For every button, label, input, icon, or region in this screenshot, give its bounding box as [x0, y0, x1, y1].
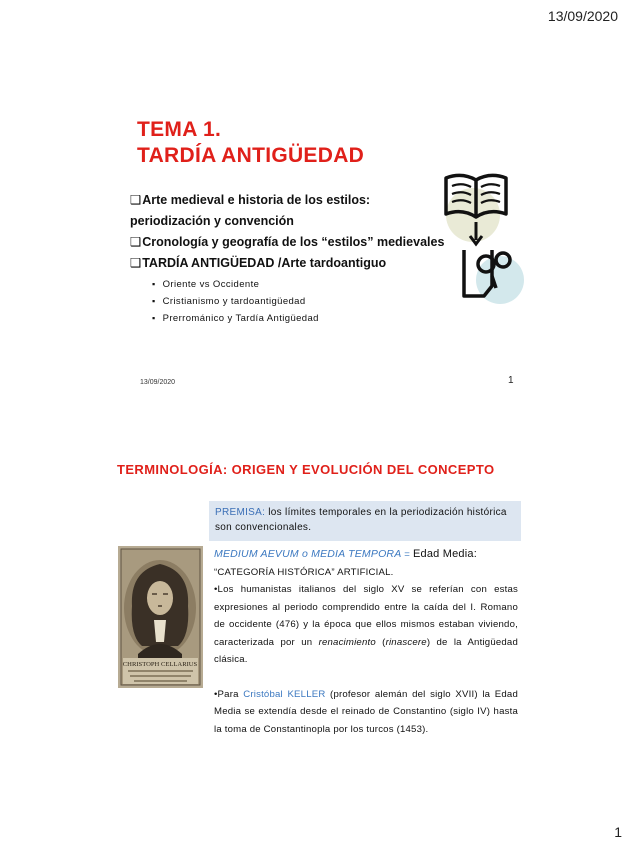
- title-line-1: TEMA 1.: [137, 118, 222, 141]
- checkbox-bullet-icon: ❑: [130, 193, 142, 207]
- title-line-2: TARDÍA ANTIGÜEDAD: [137, 144, 365, 167]
- cellarius-portrait-image: [118, 546, 203, 688]
- sub-bullet: ▪ Oriente vs Occidente: [152, 276, 450, 293]
- slide1-footer-date: 13/09/2020: [140, 379, 176, 386]
- slide1-title: [137, 117, 364, 169]
- checkbox-bullet-icon: ❑: [130, 235, 142, 249]
- sub-bullet-list: [152, 276, 450, 327]
- slide1-bullet-list: [130, 190, 450, 327]
- slide1-number: 1: [508, 375, 514, 386]
- bullet-2: ❑Cronología y geografía de los “estilos” medievales: [130, 235, 445, 249]
- slide2-body: [214, 546, 518, 738]
- portrait-caption: CHRISTOPH CELLARIUS: [122, 661, 198, 668]
- premisa-text: los límites temporales en la periodización histórica son convencionales.: [215, 507, 507, 533]
- header-date: 13/09/2020: [547, 8, 618, 24]
- sub-bullet: ▪ Cristianismo y tardoantigüedad: [152, 293, 450, 310]
- medium-aevum-line: MEDIUM AEVUM o MEDIA TEMPORA = Edad Media:: [214, 548, 477, 560]
- keller-paragraph: •Para Cristóbal KELLER (profesor alemán del siglo XVII) la Edad Media se extendía desde el reinado de Constantino (siglo IV) hasta la toma de Constantinopla por los turcos (1453).: [214, 688, 518, 735]
- bullet-3: ❑TARDÍA ANTIGÜEDAD /Arte tardoantiguo: [130, 256, 387, 270]
- sub-bullet: ▪ Prerrománico y Tardía Antigüedad: [152, 310, 450, 327]
- categoria-line: “CATEGORÍA HISTÓRICA” ARTIFICIAL.: [214, 566, 394, 578]
- medium-aevum-def: Edad Media:: [412, 548, 477, 560]
- humanistas-paragraph: •Los humanistas italianos del siglo XV se referían con estas expresiones al periodo comprendido entre la caída del I. Romano de occidente (476) y la época que ellos mismos estaban viviendo, caracterizada por un renacimiento (rinascere) de la Antigüedad clásica.: [214, 584, 518, 665]
- premisa-box: [209, 501, 521, 541]
- bullet-1: ❑Arte medieval e historia de los estilos:: [130, 193, 371, 207]
- bullet-1-cont: periodización y convención: [130, 214, 294, 228]
- paragraph-spacer: [214, 669, 518, 686]
- premisa-label: PREMISA:: [215, 507, 266, 518]
- book-and-gears-icon: [440, 170, 530, 310]
- checkbox-bullet-icon: ❑: [130, 256, 142, 270]
- page-number: 1: [614, 824, 622, 840]
- keller-name: Cristóbal KELLER: [243, 688, 326, 700]
- slide2-title: TERMINOLOGÍA: ORIGEN Y EVOLUCIÓN DEL CONCEPTO: [117, 462, 495, 477]
- medium-aevum-term: MEDIUM AEVUM o MEDIA TEMPORA: [214, 548, 402, 560]
